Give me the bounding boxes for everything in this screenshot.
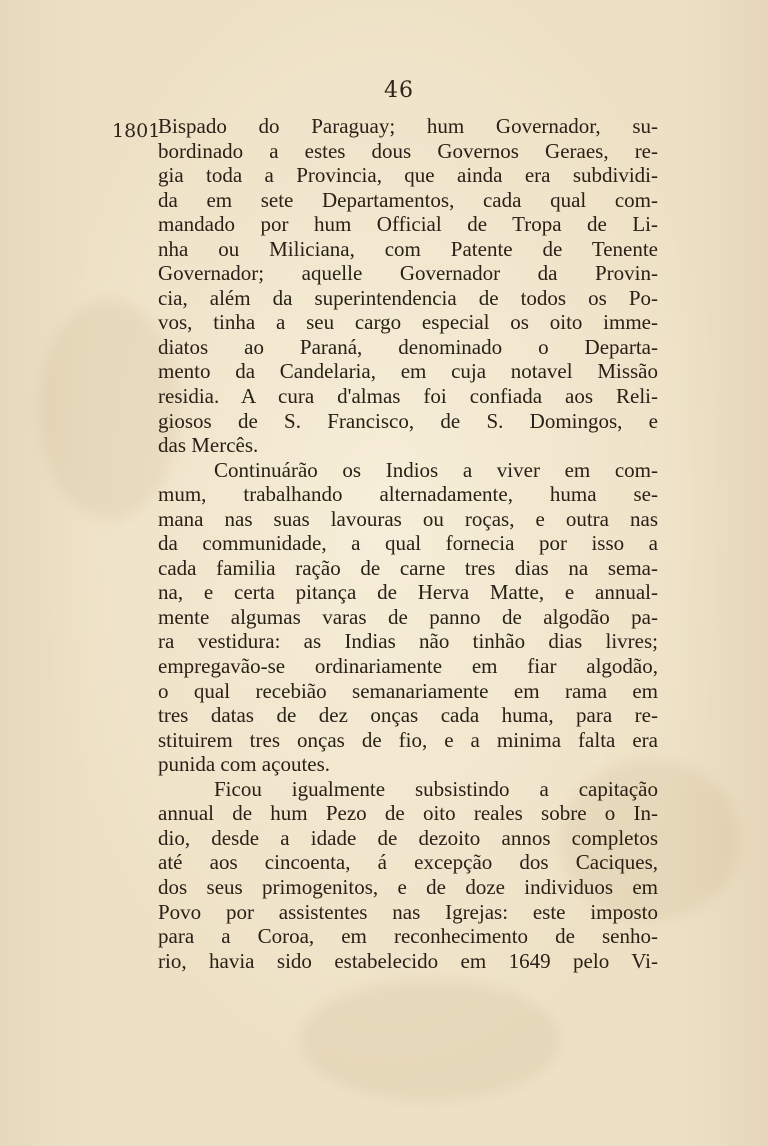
text-line: na, e certa pitança de Herva Matte, e annual- xyxy=(158,580,658,605)
text-line: stituirem tres onças de fio, e a minima falta era xyxy=(158,727,658,752)
marginal-year: 1801 xyxy=(112,120,161,142)
text-line: Ficou igualmente subsistindo a capitação xyxy=(214,776,658,801)
text-line: annual de hum Pezo de oito reales sobre o In- xyxy=(158,801,658,826)
text-line: gia toda a Provincia, que ainda era subdividi- xyxy=(158,163,658,188)
page-number: 46 xyxy=(384,78,414,103)
text-line: da communidade, a qual fornecia por isso a xyxy=(158,531,658,556)
body-text xyxy=(158,114,658,973)
text-line: mente algumas varas de panno de algodão pa- xyxy=(158,604,658,629)
text-line: Governador; aquelle Governador da Provin- xyxy=(158,261,658,286)
text-line: nha ou Miliciana, com Patente de Tenente xyxy=(158,236,658,261)
text-line: o qual recebião semanariamente em rama em xyxy=(158,678,658,703)
text-line: bordinado a estes dous Governos Geraes, re- xyxy=(158,138,658,163)
text-line: dos seus primogenitos, e de doze individuos em xyxy=(158,874,658,899)
text-line: da em sete Departamentos, cada qual com- xyxy=(158,187,658,212)
text-line: vos, tinha a seu cargo especial os oito imme- xyxy=(158,310,658,335)
text-line: rio, havia sido estabelecido em 1649 pelo Vi- xyxy=(158,948,658,973)
text-line: ra vestidura: as Indias não tinhão dias livres; xyxy=(158,629,658,654)
text-line: giosos de S. Francisco, de S. Domingos, e xyxy=(158,408,658,433)
text-line: cada familia ração de carne tres dias na sema- xyxy=(158,555,658,580)
text-line: diatos ao Paraná, denominado o Departa- xyxy=(158,334,658,359)
text-line: dio, desde a idade de dezoito annos completos xyxy=(158,825,658,850)
text-line: mum, trabalhando alternadamente, huma se- xyxy=(158,482,658,507)
text-line: mento da Candelaria, em cuja notavel Missão xyxy=(158,359,658,384)
text-line: cia, além da superintendencia de todos os Po- xyxy=(158,285,658,310)
text-line: até aos cincoenta, á excepção dos Caciques, xyxy=(158,850,658,875)
text-line: Continuárão os Indios a viver em com- xyxy=(214,457,658,482)
text-line: empregavão-se ordinariamente em fiar algodão, xyxy=(158,654,658,679)
text-line: para a Coroa, em reconhecimento de senho- xyxy=(158,924,658,949)
text-line: tres datas de dez onças cada huma, para re- xyxy=(158,703,658,728)
text-line: Bispado do Paraguay; hum Governador, su- xyxy=(158,114,658,138)
text-line: mana nas suas lavouras ou roças, e outra nas xyxy=(158,506,658,531)
text-line: das Mercês. xyxy=(158,433,259,458)
text-line: residia. A cura d'almas foi confiada aos Reli- xyxy=(158,384,658,409)
paper-stain xyxy=(300,980,560,1100)
text-line: punida com açoutes. xyxy=(158,752,331,777)
text-line: Povo por assistentes nas Igrejas: este imposto xyxy=(158,899,658,924)
text-line: mandado por hum Official de Tropa de Li- xyxy=(158,212,658,237)
